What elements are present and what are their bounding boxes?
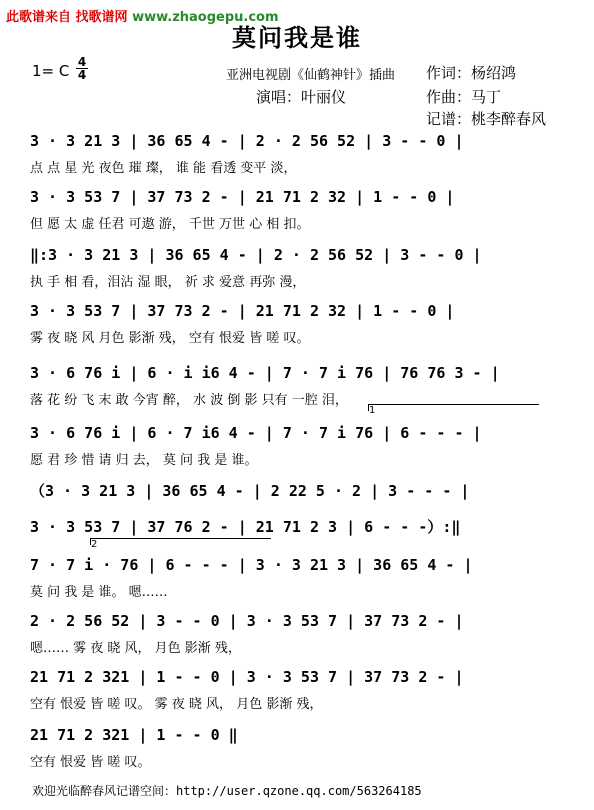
notes-line: 3 · 3 53 7 | 37 73 2 - | 21 71 2 32 | 1 - - 0 | bbox=[30, 188, 455, 206]
key-signature: 1= C bbox=[32, 62, 70, 80]
notes-line: 3 · 6 76 i | 6 · 7 i6 4 - | 7 · 7 i 76 | 6 - - - | bbox=[30, 424, 482, 442]
footer-note: 欢迎光临醉春风记谱空间：http://user.qzone.qq.com/563264185 bbox=[32, 784, 422, 798]
notes-line: 3 · 3 53 7 | 37 76 2 - | 21 71 2 3 | 6 - - -）:‖ bbox=[30, 518, 461, 536]
lyrics-line: 但 愿 太 虚 任君 可遨 游， 千世 万世 心 相 扣。 bbox=[30, 217, 310, 232]
lyrics-line: 空有 恨爱 皆 嗟 叹。 bbox=[30, 755, 151, 770]
notes-line: 3 · 3 21 3 | 36 65 4 - | 2 · 2 56 52 | 3 - - 0 | bbox=[30, 132, 464, 150]
volta-2: 2 bbox=[90, 538, 271, 545]
notes-line: 21 71 2 321 | 1 - - 0 ‖ bbox=[30, 726, 238, 744]
singer-credit: 演唱：叶丽仪 bbox=[256, 88, 347, 106]
transcriber-credit: 记谱：桃李醉春风 bbox=[426, 110, 547, 128]
time-signature bbox=[76, 56, 88, 81]
lyrics-line: 执 手 相 看，泪沾 湿 眼， 祈 求 爱意 再弥 漫， bbox=[30, 275, 306, 290]
lyrics-line: 愿 君 珍 惜 请 归 去， 莫 问 我 是 谁。 bbox=[30, 453, 258, 468]
notes-line: ‖:3 · 3 21 3 | 36 65 4 - | 2 · 2 56 52 | 3 - - 0 | bbox=[30, 246, 482, 264]
lyrics-line: 雾 夜 晓 风 月色 影渐 残， 空有 恨爱 皆 嗟 叹。 bbox=[30, 331, 310, 346]
time-sig-bottom: 4 bbox=[77, 68, 87, 82]
notes-line: 3 · 3 53 7 | 37 73 2 - | 21 71 2 32 | 1 - - 0 | bbox=[30, 302, 455, 320]
notes-line: （3 · 3 21 3 | 36 65 4 - | 2 22 5 · 2 | 3 - - - | bbox=[30, 482, 470, 500]
notes-line: 7 · 7 i · 76 | 6 - - - | 3 · 3 21 3 | 36 65 4 - | bbox=[30, 556, 473, 574]
notes-line: 21 71 2 321 | 1 - - 0 | 3 · 3 53 7 | 37 73 2 - | bbox=[30, 668, 464, 686]
song-title: 莫问我是谁 bbox=[232, 23, 362, 52]
lyrics-line: 落 花 纷 飞 末 敢 今宵 醉， 水 波 倒 影 只有 一腔 泪， bbox=[30, 393, 348, 408]
lyrics-line: 嗯…… 雾 夜 晓 风， 月色 影渐 残， bbox=[30, 641, 241, 656]
watermark-url: www.zhaogepu.com bbox=[132, 10, 279, 25]
lyricist-credit: 作词：杨绍鸿 bbox=[426, 64, 517, 82]
lyrics-line: 空有 恨爱 皆 嗟 叹。 雾 夜 晓 风， 月色 影渐 残， bbox=[30, 697, 323, 712]
source-note: 亚洲电视剧《仙鹤神针》插曲 bbox=[226, 68, 396, 83]
notes-line: 3 · 6 76 i | 6 · i i6 4 - | 7 · 7 i 76 | 76 76 3 - | bbox=[30, 364, 500, 382]
lyrics-line: 莫 问 我 是 谁。 嗯…… bbox=[30, 585, 168, 600]
notes-line: 2 · 2 56 52 | 3 - - 0 | 3 · 3 53 7 | 37 73 2 - | bbox=[30, 612, 464, 630]
composer-credit: 作曲：马丁 bbox=[426, 88, 502, 106]
lyrics-line: 点 点 星 光 夜色 璀 璨， 谁 能 看透 变平 淡， bbox=[30, 161, 297, 176]
volta-1: 1 bbox=[368, 404, 539, 411]
watermark-site: 此歌谱来自 找歌谱网 bbox=[6, 10, 128, 25]
time-sig-top: 4 bbox=[77, 55, 87, 69]
